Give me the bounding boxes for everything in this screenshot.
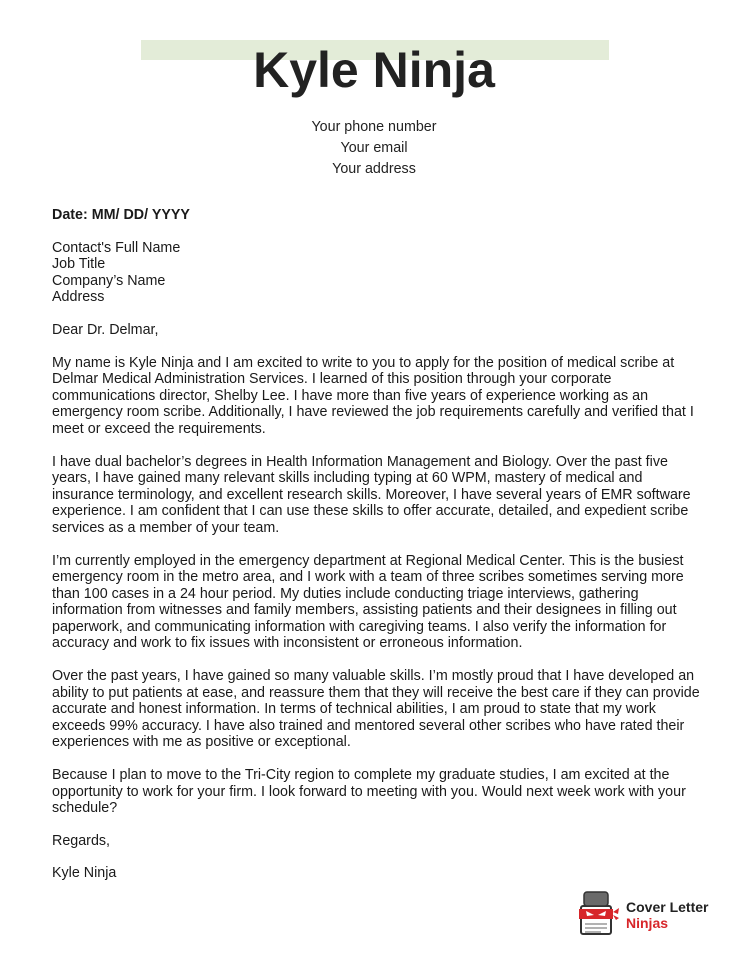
signature: Kyle Ninja (52, 865, 117, 882)
paragraph: Because I plan to move to the Tri-City region to complete my graduate studies, I am excited at the opportunity to work for your firm. I look forward to meeting with you. Would next week work with your schedule? (52, 767, 686, 817)
contact-info (0, 117, 748, 180)
email-text: Your email (340, 140, 408, 156)
closing: Regards, (52, 832, 111, 849)
logo-text (626, 899, 708, 931)
cover-letter-ninjas-logo (575, 890, 725, 940)
recipient-company: Company’s Name (52, 272, 166, 289)
header (0, 40, 748, 102)
letter-body (52, 207, 700, 898)
paragraph: I’m currently employed in the emergency department at Regional Medical Center. This is the busiest emergency room in the metro area, and I work with a team of three scribes sometimes serving more than 100 cases in a 24 hour period. My duties include conducting triage interviews, gathering information from witnesses and family members, assisting patients and their designees in filling out paperwork, and communicating information with caregiving teams. I also verify the information for accuracy and work to fix issues with inconsistent or erroneous information. (52, 552, 684, 652)
address-text: Your address (332, 161, 416, 177)
applicant-name: Kyle Ninja (253, 42, 495, 98)
logo-line-1: Cover Letter (626, 899, 709, 915)
recipient-block (52, 240, 700, 306)
phone-text: Your phone number (311, 119, 437, 135)
recipient-job-title: Job Title (52, 256, 106, 273)
logo-line-2: Ninjas (626, 915, 669, 931)
paragraph: Over the past years, I have gained so many valuable skills. I’m mostly proud that I have developed an ability to put patients at ease, and reassure them that they will receive the best care if they can provide accurate and honest information. In terms of technical abilities, I am proud to state that my work exceeds 99% accuracy. I have also trained and mentored several other scribes who have rated their experiences with me as positive or exceptional. (52, 668, 700, 751)
ninja-mascot-icon (575, 890, 619, 938)
paragraph: I have dual bachelor’s degrees in Health Information Management and Biology. Over the past five years, I have gained many relevant skills including typing at 60 WPM, mastery of medical and insurance terminology, and excellent research skills. Moreover, I have several years of EMR software experience. I am confident that I can use these skills to offer accurate, detailed, and expedient scribe services as a member of your team. (52, 453, 691, 536)
recipient-address: Address (52, 289, 105, 306)
salutation: Dear Dr. Delmar, (52, 321, 159, 338)
recipient-name: Contact's Full Name (52, 239, 181, 256)
letter-date: Date: MM/ DD/ YYYY (52, 207, 190, 223)
paragraph: My name is Kyle Ninja and I am excited to write to you to apply for the position of medical scribe at Delmar Medical Administration Services. I learned of this position through your corporate communications director, Shelby Lee. I have more than five years of experience working as an emergency room scribe. Additionally, I have reviewed the job requirements carefully and verified that I meet or exceed the requirements. (52, 354, 694, 437)
